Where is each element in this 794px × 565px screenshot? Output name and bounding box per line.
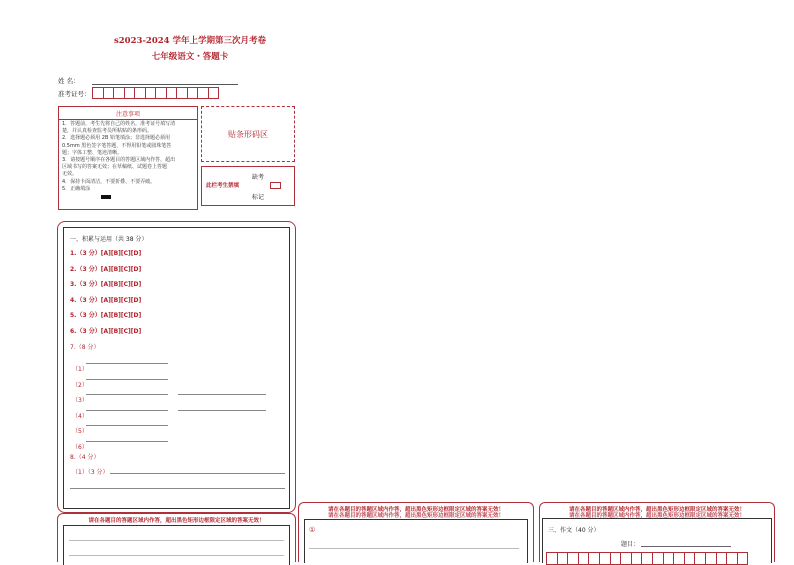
notes-line: 题；字体工整、笔迹清晰。 bbox=[62, 149, 123, 156]
col1-bottom-box bbox=[57, 513, 296, 562]
notes-line: 无效。 bbox=[62, 171, 78, 178]
q7-answer-line[interactable] bbox=[86, 441, 168, 442]
q7-sub-row bbox=[72, 387, 282, 403]
absent-bottom-label: 标记 bbox=[252, 194, 265, 201]
mc-question[interactable]: 6.（3 分）[A][B][C][D] bbox=[70, 327, 142, 335]
col1-warning: 请在各题目的答题区域内作答，超出黑色矩形边框限定区域的答案无效！ bbox=[88, 518, 265, 524]
col1-bottom-answer bbox=[63, 525, 290, 565]
q7-answer-line[interactable] bbox=[86, 379, 168, 380]
notes-line: 5．正确填涂 bbox=[62, 185, 91, 192]
notes-line: 楚，并认真检查监考员所粘贴的条形码。 bbox=[62, 128, 153, 135]
q7-sub-label: （2） bbox=[72, 381, 88, 389]
essay-area bbox=[542, 518, 772, 563]
q7-answer-line[interactable] bbox=[86, 410, 168, 411]
q7-answer-line[interactable] bbox=[86, 425, 168, 426]
mc-question[interactable]: 5.（3 分）[A][B][C][D] bbox=[70, 312, 142, 319]
id-digit-box[interactable] bbox=[208, 87, 220, 99]
q7-sub-label: （3） bbox=[72, 397, 88, 404]
essay-grid[interactable] bbox=[546, 552, 747, 565]
q7-list bbox=[72, 356, 282, 449]
answer-line[interactable] bbox=[309, 548, 519, 549]
q7-sub-label: （4） bbox=[72, 412, 88, 420]
q7-sub-label: （5） bbox=[72, 428, 88, 435]
essay-grid-cell[interactable] bbox=[737, 552, 749, 565]
q7-sub-row bbox=[72, 356, 282, 372]
id-number-boxes[interactable] bbox=[92, 87, 218, 100]
notes-line: 4．保持卡面清洁，不要折叠、不要弄破。 bbox=[62, 178, 156, 185]
section3-title: 三、作文（40 分） bbox=[548, 527, 600, 534]
notes-line: 2．选择题必须用 2B 铅笔填涂；非选择题必须用 bbox=[62, 135, 170, 142]
q7-sub-row bbox=[72, 434, 282, 450]
notes-box bbox=[58, 106, 198, 210]
notes-line: 1．答题前，考生先将自己的姓名，准考证号填写清 bbox=[62, 121, 176, 127]
name-label: 姓 名： bbox=[58, 77, 80, 85]
answer-line[interactable] bbox=[69, 555, 284, 556]
page-title: s2023-2024 学年上学期第三次月考卷 bbox=[113, 36, 267, 46]
barcode-label: 贴条形码区 bbox=[228, 130, 268, 139]
q7-answer-line-2[interactable] bbox=[178, 394, 266, 395]
mc-question[interactable]: 1.（3 分）[A][B][C][D] bbox=[70, 250, 142, 257]
notes-list bbox=[62, 121, 196, 193]
id-label: 准考证号： bbox=[58, 90, 91, 98]
page-subtitle: 七年级语文・答题卡 bbox=[151, 52, 229, 62]
absent-checkbox[interactable] bbox=[270, 182, 281, 189]
absent-note: 此栏考生禁填 bbox=[206, 183, 240, 189]
notes-line: 区域书写的答案无效；在草稿纸、试题卷上答题 bbox=[62, 164, 168, 171]
q7-answer-line[interactable] bbox=[86, 394, 168, 395]
notes-title: 注意事项 bbox=[59, 107, 197, 120]
col2-bottom-answer bbox=[304, 519, 528, 563]
filled-sample-mark bbox=[101, 195, 111, 199]
essay-topic-field[interactable] bbox=[641, 546, 731, 547]
mc-question[interactable]: 3.（3 分）[A][B][C][D] bbox=[70, 281, 142, 288]
col2-warning-repeat: 请在各题目的答题区域内作答，超出黑色矩形边框限定区域的答案无效！ bbox=[327, 513, 504, 519]
col2-warning: 请在各题目的答题区域内作答，超出黑色矩形边框限定区域的答案无效！ bbox=[327, 507, 504, 513]
col3-warning: 请在各题目的答题区域内作答，超出黑色矩形边框限定区域的答案无效！ bbox=[568, 507, 745, 513]
col2-bottom-box bbox=[298, 502, 534, 562]
absent-box bbox=[201, 166, 295, 206]
q8-sub1-label: （1）（3 分） bbox=[72, 469, 109, 476]
q7-label: 7.（8 分） bbox=[70, 344, 100, 351]
col3-bottom-box bbox=[539, 502, 775, 562]
section1-answer-area bbox=[63, 227, 290, 509]
q8-sub1-line[interactable] bbox=[110, 473, 285, 474]
q7-sub-label: （1） bbox=[72, 366, 88, 373]
mc-question[interactable]: 4.（3 分）[A][B][C][D] bbox=[70, 296, 142, 304]
mc-list bbox=[70, 248, 141, 341]
q7-sub-row bbox=[72, 403, 282, 419]
absent-top-label: 缺考 bbox=[252, 174, 265, 181]
q7-answer-line-2[interactable] bbox=[178, 410, 266, 411]
q7-answer-line[interactable] bbox=[86, 363, 168, 364]
col3-warning-repeat: 请在各题目的答题区域内作答，超出黑色矩形边框限定区域的答案无效！ bbox=[568, 513, 745, 519]
section1-title: 一、积累与运用（共 38 分） bbox=[70, 236, 148, 243]
essay-topic-label: 题目： bbox=[621, 541, 640, 548]
q7-sub-label: （6） bbox=[72, 443, 88, 451]
q8-line-2[interactable] bbox=[70, 488, 285, 489]
answer-line[interactable] bbox=[69, 540, 284, 541]
notes-line: 3．请按题号顺序在各题目的答题区域内作答，超出 bbox=[62, 157, 176, 164]
q7-sub-row bbox=[72, 372, 282, 388]
q7-sub-row bbox=[72, 418, 282, 434]
q8-label: 8.（4 分） bbox=[70, 454, 100, 461]
barcode-area bbox=[201, 106, 295, 162]
circle-number: ① bbox=[309, 526, 316, 534]
notes-line: 0.5mm 黑色签字笔答题，不得用铅笔或圆珠笔答 bbox=[62, 142, 172, 149]
mc-question[interactable]: 2.（3 分）[A][B][C][D] bbox=[70, 265, 142, 273]
name-field[interactable] bbox=[92, 84, 238, 85]
